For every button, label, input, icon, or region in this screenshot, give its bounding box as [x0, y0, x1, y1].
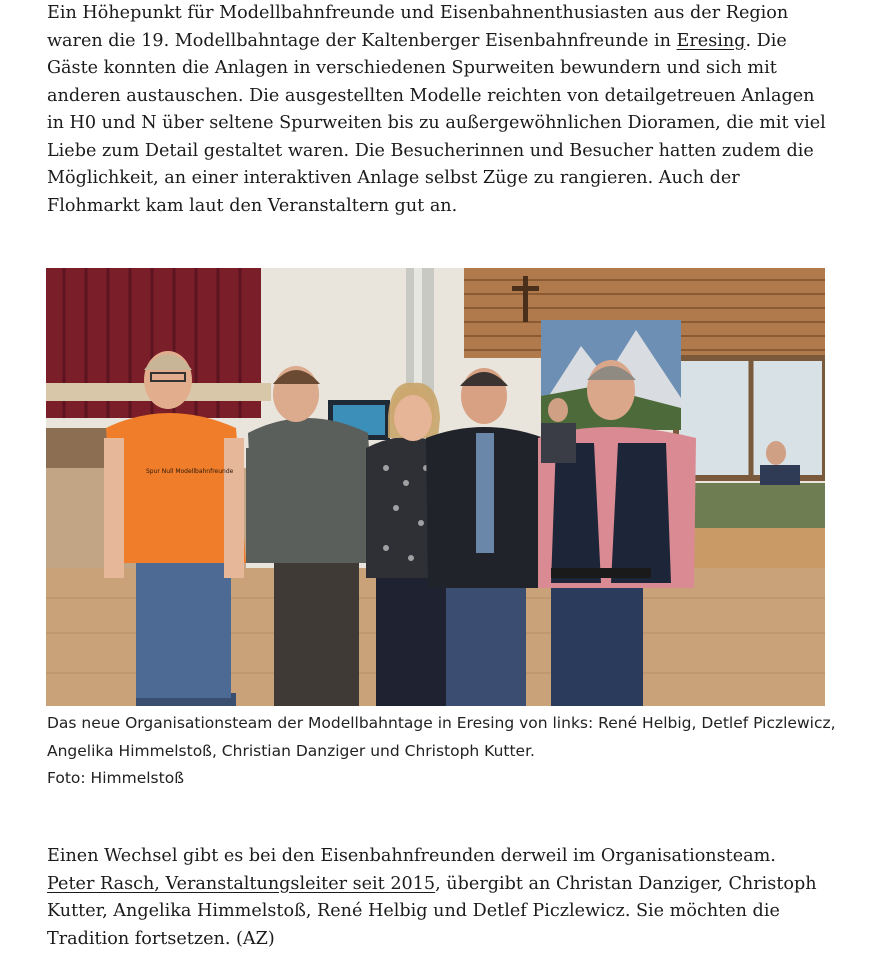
link-eresing[interactable]: Eresing — [676, 30, 746, 51]
photo-credit: Foto: Himmelstoß — [47, 769, 184, 787]
paragraph-2-text-end: , übergibt an Christan Danziger, Christoph Kutter, Angelika Himmelstoß, René Helbig und Detlef Piczlewicz. Sie möchten die Tradition fortsetzen. (AZ) — [47, 873, 817, 949]
caption-text: Das neue Organisationsteam der Modellbahntage in Eresing von links: René Helbig, Detlef Piczlewicz, Angelika Himmelstoß, Christian Danziger und Christoph Kutter. — [47, 714, 836, 760]
article-paragraph-1 — [47, 0, 827, 220]
team-photo-illustration — [46, 268, 825, 706]
photo-caption — [47, 710, 837, 793]
article-photo — [46, 268, 825, 706]
shirt-text: Spur Null Modellbahnfreunde — [146, 468, 234, 475]
paragraph-1-text-start: Ein Höhepunkt für Modellbahnfreunde und Eisenbahnenthusiasten aus der Region waren die 19. Modellbahntage der Kaltenberger Eisenbahnfreunde in — [47, 3, 789, 51]
paragraph-1-text-end: . Die Gäste konnten die Anlagen in verschiedenen Spurweiten bewundern und sich mit anderen austauschen. Die ausgestellten Modelle reichten von detailgetreuen Anlagen in H0 und N über seltene Spurweiten bis zu außergewöhnlichen Dioramen, die mit viel Liebe zum Detail gestaltet waren. Die Besucherinnen und Besucher hatten zudem die Möglichkeit, an einer interaktiven Anlage selbst Züge zu rangieren. Auch der Flohmarkt kam laut den Veranstaltern gut an. — [47, 30, 826, 216]
paragraph-2-text-start: Einen Wechsel gibt es bei den Eisenbahnfreunden derweil im Organisationsteam. — [47, 846, 776, 866]
article-paragraph-2 — [47, 843, 827, 953]
link-peter-rasch[interactable]: Peter Rasch, Veranstaltungsleiter seit 2015 — [47, 873, 436, 894]
